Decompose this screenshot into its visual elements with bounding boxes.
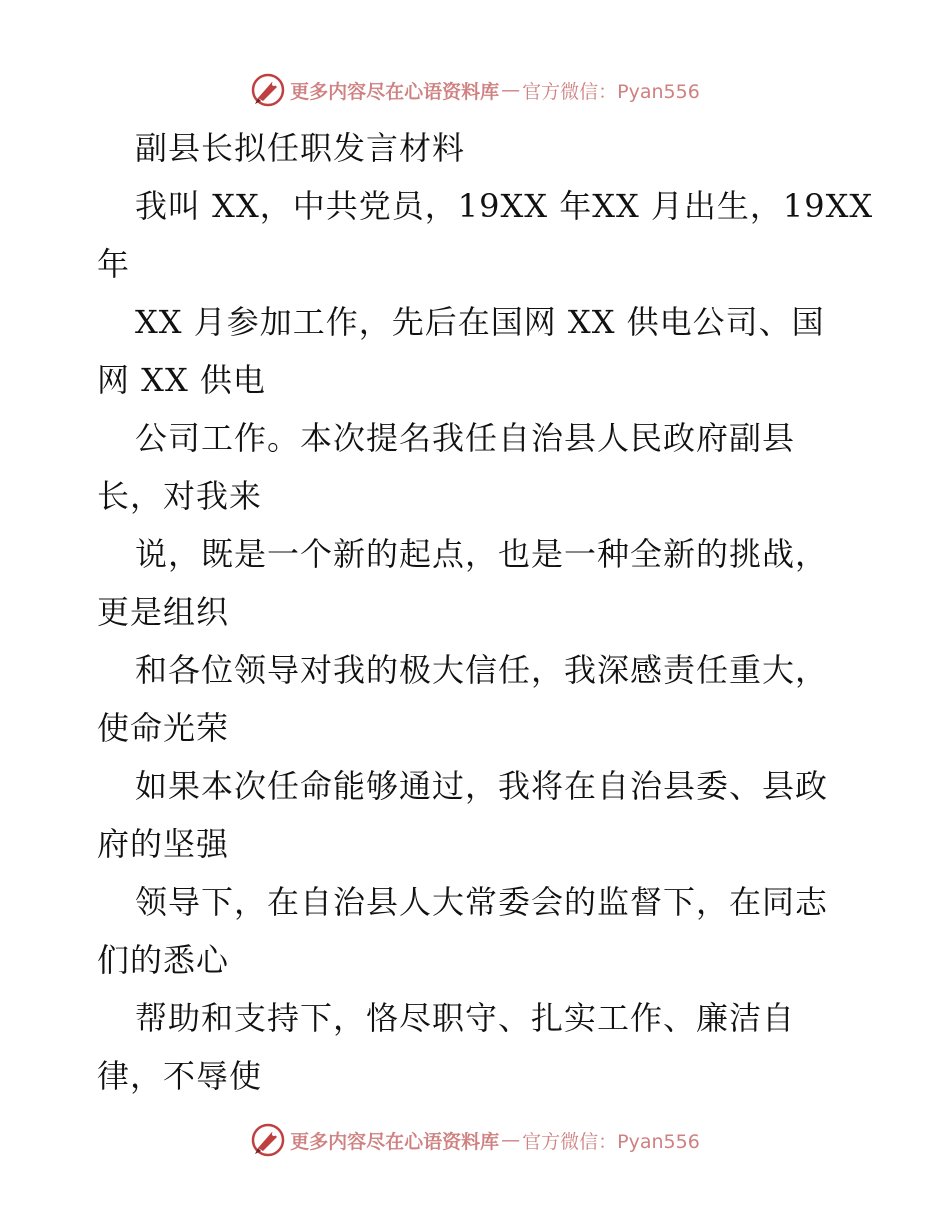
paragraph-line: 更是组织 (97, 593, 230, 631)
pen-logo-icon (250, 1122, 286, 1158)
watermark-dash: — (501, 79, 521, 101)
watermark-brand: 更多内容尽在心语资料库 (290, 1130, 500, 1153)
paragraph-line: 网 XX 供电 (97, 361, 266, 399)
paragraph-line: 使命光荣 (97, 709, 230, 747)
paragraph-line: 律，不辱使 (97, 1057, 263, 1095)
paragraph-line: 和各位领导对我的极大信任，我深感责任重大， (135, 651, 829, 689)
paragraph-line: 们的悉心 (97, 941, 230, 979)
paragraph-line: 长，对我来 (97, 477, 263, 515)
paragraph-line: 府的坚强 (97, 825, 230, 863)
footer-watermark (0, 1120, 950, 1160)
paragraph-line: 帮助和支持下，恪尽职守、扎实工作、廉洁自 (135, 999, 796, 1037)
document-title: 副县长拟任职发言材料 (135, 129, 466, 167)
watermark-brand: 更多内容尽在心语资料库 (290, 80, 500, 103)
watermark-dash: — (501, 1129, 521, 1151)
paragraph-line: 如果本次任命能够通过，我将在自治县委、县政 (135, 767, 829, 805)
watermark-contact: 官方微信：Pyan556 (522, 1130, 700, 1153)
paragraph-line: 领导下，在自治县人大常委会的监督下，在同志 (135, 883, 829, 921)
paragraph-line: 说，既是一个新的起点，也是一种全新的挑战， (135, 535, 829, 573)
paragraph-line: 公司工作。本次提名我任自治县人民政府副县 (135, 419, 796, 457)
paragraph-line: 年 (97, 245, 131, 283)
paragraph-line: 我叫 XX，中共党员，19XX 年XX 月出生，19XX (135, 187, 874, 225)
paragraph-line: XX 月参加工作，先后在国网 XX 供电公司、国 (135, 303, 825, 341)
watermark-contact: 官方微信：Pyan556 (522, 80, 700, 103)
